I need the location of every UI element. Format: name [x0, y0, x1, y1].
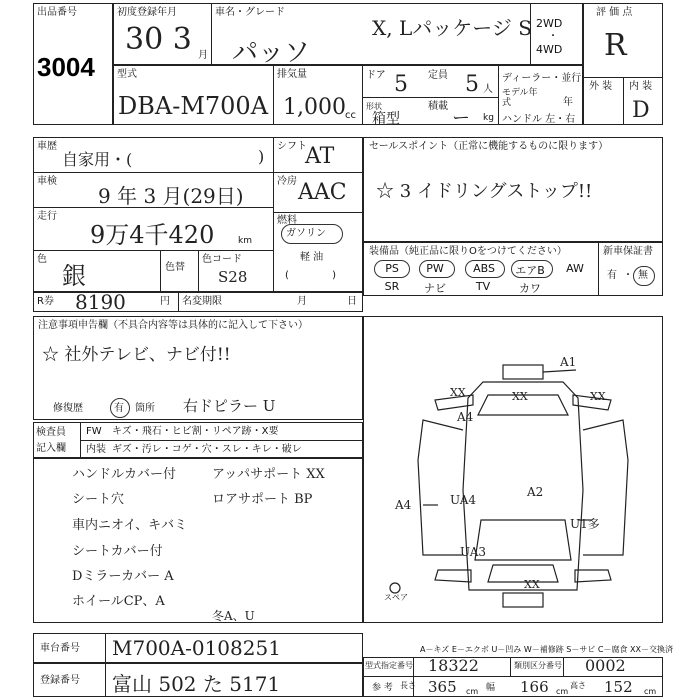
shape-label: 形状 — [366, 102, 382, 111]
mark-u1: U1多 — [570, 517, 600, 531]
color-label: 色 — [37, 254, 47, 265]
equip-tv: TV — [475, 280, 491, 293]
displacement-unit: cc — [345, 110, 356, 121]
capacity-unit: 人 — [483, 84, 493, 95]
equip-navi: ナビ — [424, 282, 446, 295]
car-name: パッソ — [232, 38, 311, 68]
repair-place-label: 箇所 — [135, 403, 155, 414]
load-label: 積載 — [428, 101, 448, 112]
damage-legend: A－キズ E－エクボ U－凹み W－補修跡 S－サビ C－腐食 XX－交換済 — [420, 645, 674, 654]
mark-a1: A1 — [560, 355, 577, 369]
equip-sr: SR — [384, 280, 400, 293]
rating-value: R — [604, 28, 627, 63]
mark-xx-right: XX — [590, 390, 606, 403]
first-reg-value: 30 3 — [125, 22, 192, 57]
equip-abs: ABS — [473, 262, 495, 275]
type-cert-value: 18322 — [428, 656, 479, 675]
insp-note-2: アッパサポート XX — [212, 467, 325, 482]
ref-label: 参 考 — [372, 683, 393, 693]
fw-label: FW — [86, 426, 102, 437]
inspector-label-2: 記入欄 — [36, 443, 66, 454]
chassis-number: M700A-0108251 — [112, 636, 281, 660]
insp-note-8: ホイールCP、A — [72, 594, 165, 609]
r-value: 8190 — [75, 290, 126, 314]
capacity-value: 5 — [465, 72, 479, 97]
grade: X, Lパッケージ S — [372, 16, 532, 40]
class-value: 0002 — [585, 656, 626, 675]
mileage-label: 走行 — [37, 211, 57, 222]
equip-leather: カワ — [519, 282, 541, 295]
fuel-value: ガソリン — [286, 228, 326, 239]
ac-label: 冷房 — [277, 176, 297, 187]
equip-pw-circle — [419, 260, 455, 278]
fuel-light-label: 軽 油 — [300, 252, 324, 263]
equipment-label: 装備品（純正品に限りOをつけてください） — [369, 246, 567, 257]
equip-airbag-circle — [511, 260, 553, 278]
mark-xx-center: XX — [512, 390, 528, 403]
r-label: R券 — [37, 296, 54, 307]
repair-label: 修復歴 — [53, 403, 83, 414]
equip-airbag: エアB — [515, 264, 545, 277]
length-unit: cm — [466, 687, 479, 696]
ac-value: AAC — [298, 180, 347, 205]
history-value: 自家用・( — [62, 150, 133, 169]
name-grade-label: 車名・グレード — [215, 7, 285, 18]
inspection-label: 車検 — [37, 176, 57, 187]
inspection-value: 9 年 3 月(29日) — [98, 184, 244, 208]
inspector-label-1: 検査員 — [36, 427, 66, 438]
mark-xx-left: XX — [450, 386, 466, 399]
int-label: 内装 — [86, 444, 106, 455]
name-change-label: 名変期限 — [182, 296, 222, 307]
first-reg-label: 初度登録年月 — [117, 7, 177, 18]
equip-abs-circle — [465, 260, 505, 278]
name-change-month: 月 — [297, 296, 307, 307]
sales-label: セールスポイント（正常に機能するものに限ります） — [369, 141, 609, 152]
shift-value: AT — [305, 144, 335, 169]
height-unit: cm — [644, 687, 657, 696]
mark-a2: A2 — [527, 485, 544, 499]
equip-ps-circle — [374, 260, 410, 278]
displacement-label: 排気量 — [277, 69, 307, 80]
fuel-label: 燃料 — [277, 215, 297, 226]
fuel-paren: ( ) — [285, 270, 336, 281]
insp-note-1: ハンドルカバー付 — [72, 467, 177, 482]
car-diagram — [363, 320, 663, 620]
displacement-value: 1,000 — [283, 95, 346, 120]
chassis-label: 車台番号 — [40, 643, 80, 654]
name-change-day: 日 — [347, 296, 357, 307]
model-year-unit: 年 — [563, 97, 573, 108]
shift-label: シフト — [277, 141, 307, 152]
handle-label: ハンドル 左・右 — [502, 114, 576, 125]
fw-items: キズ・飛石・ヒビ割・リペア跡・X要 — [112, 426, 279, 437]
doors-value: 5 — [394, 72, 408, 97]
mileage-value: 9万4千420 — [90, 221, 215, 249]
history-label: 車歴 — [37, 141, 57, 152]
mark-a4-front: A4 — [457, 410, 474, 424]
insp-note-3: シート穴 — [72, 492, 125, 507]
r-unit: 円 — [160, 296, 170, 307]
mark-a4-side: A4 — [395, 498, 412, 512]
doors-label: ドア — [366, 70, 386, 81]
warranty-sep: ・ — [623, 270, 633, 281]
wd-4: 4WD — [536, 43, 563, 56]
height-value: 152 — [604, 678, 633, 696]
mileage-unit: km — [238, 236, 252, 246]
length-value: 365 — [428, 678, 457, 696]
lot-number: 3004 — [37, 52, 95, 82]
width-label: 幅 — [486, 683, 496, 693]
equip-ps: PS — [385, 262, 399, 275]
history-close: ) — [258, 147, 265, 166]
notes-text: ☆ 社外テレビ、ナビ付!! — [42, 345, 231, 365]
color-change-label: 色替 — [165, 262, 185, 273]
warranty-no: 無 — [638, 270, 648, 281]
load-value: ー — [452, 108, 470, 129]
insp-note-5: 車内ニオイ、キバミ — [72, 518, 188, 533]
color-value: 銀 — [62, 262, 86, 290]
wd-2: 2WD — [536, 17, 563, 30]
class-label: 類別区分番号 — [514, 661, 562, 670]
warranty-yes: 有 — [607, 270, 617, 281]
reg-label: 登録番号 — [40, 675, 80, 686]
color-code-label: 色コード — [202, 254, 242, 265]
warranty-label: 新車保証書 — [603, 246, 653, 257]
length-label: 長さ — [400, 681, 416, 690]
model-value: DBA-M700A — [118, 92, 269, 120]
type-cert-label: 型式指定番号 — [365, 661, 413, 670]
notes-label: 注意事項申告欄（不具合内容等は具体的に記入して下さい） — [38, 320, 308, 331]
equip-aw: AW — [566, 262, 584, 275]
load-unit: kg — [483, 113, 494, 123]
model-year-label: モデル年式 — [502, 88, 538, 108]
wd-dot: ・ — [548, 31, 558, 42]
insp-note-4: ロアサポート BP — [212, 492, 313, 507]
model-label: 型式 — [117, 69, 137, 80]
interior-label: 内 装 — [629, 81, 653, 92]
insp-note-9: 冬A、U — [212, 609, 255, 623]
color-code-value: S28 — [218, 268, 248, 286]
equip-pw: PW — [426, 262, 444, 275]
spare-label: スペア — [384, 593, 408, 602]
insp-note-6: シートカバー付 — [72, 544, 163, 559]
mark-ua4: UA4 — [450, 493, 477, 507]
shape-value: 箱型 — [372, 111, 400, 127]
reg-number: 富山 502 た 5171 — [112, 672, 281, 696]
width-unit: cm — [556, 687, 569, 696]
repair-place: 右ドピラー U — [183, 397, 276, 415]
rating-label: 評 価 点 — [596, 7, 633, 18]
insp-note-7: Dミラーカバー A — [72, 569, 174, 584]
interior-grade: D — [632, 98, 650, 123]
mark-xx-rear: XX — [524, 578, 540, 591]
dealer-label: ディーラー・並行 — [502, 73, 582, 84]
sales-text: ☆ 3 イドリングストップ!! — [376, 181, 593, 202]
height-label: 高さ — [570, 681, 586, 690]
repair-value: 有 — [114, 403, 124, 414]
capacity-label: 定員 — [428, 70, 448, 81]
int-items: ギズ・汚レ・コゲ・穴・スレ・キレ・破レ — [112, 444, 302, 455]
width-value: 166 — [520, 678, 549, 696]
lot-label: 出品番号 — [37, 7, 77, 18]
exterior-label: 外 装 — [589, 81, 613, 92]
mark-ua3: UA3 — [460, 545, 487, 559]
first-reg-month-unit: 月 — [198, 50, 208, 61]
